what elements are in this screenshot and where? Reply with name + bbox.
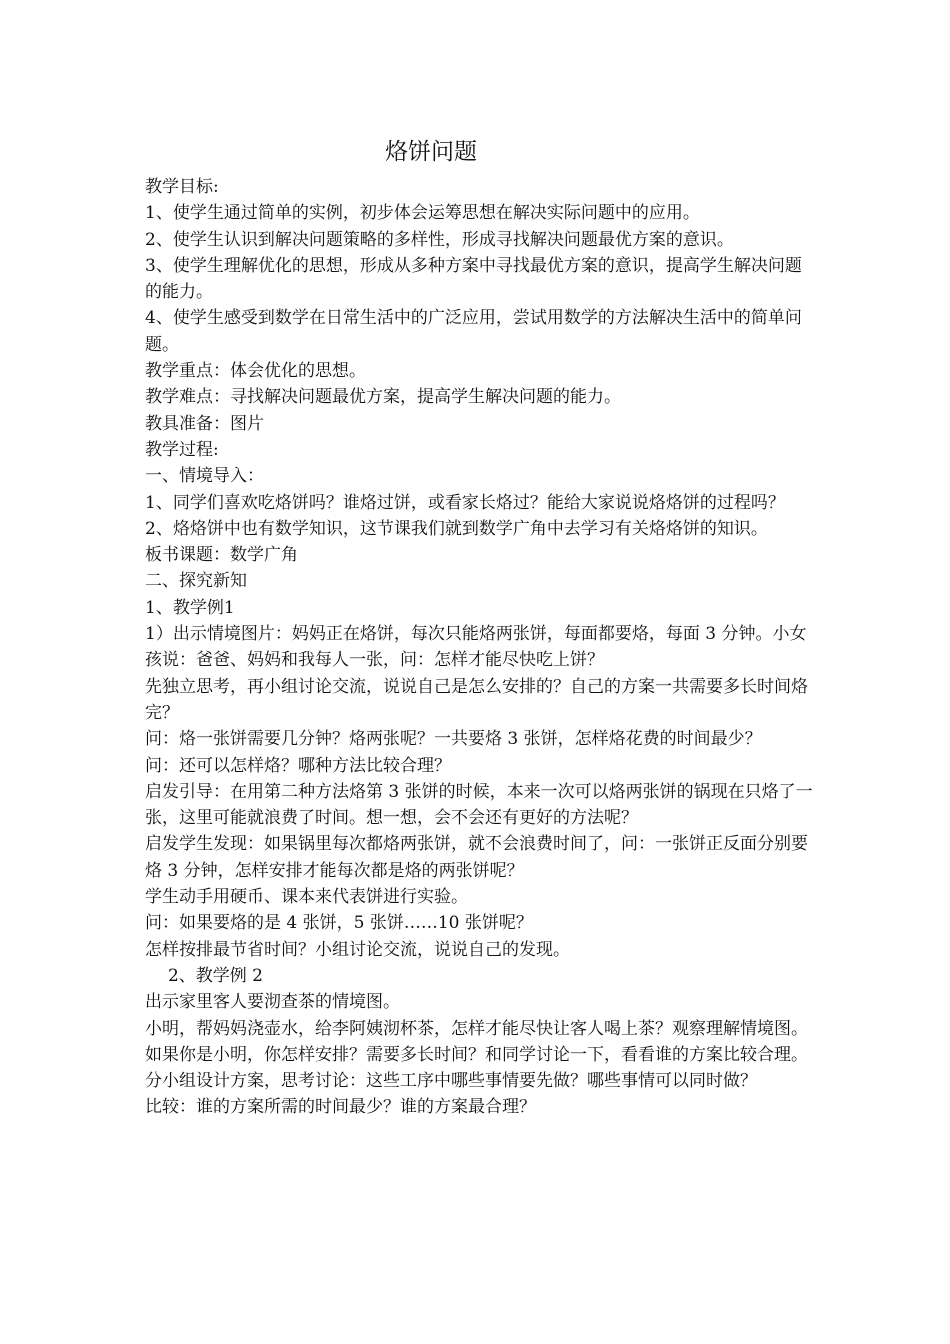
paragraph-group-design: 分小组设计方案，思考讨论：这些工序中哪些事情要先做？哪些事情可以同时做？ (145, 1071, 757, 1092)
paragraph-goal-3: 3、使学生理解优化的思想，形成从多种方案中寻找最优方案的意识，提高学生解决问题的能力。 (145, 255, 802, 303)
paragraph-guidance: 启发引导：在用第二种方法烙第 3 张饼的时候，本来一次可以烙两张饼的锅现在只烙了一张，这里可能就浪费了时间。想一想，会不会还有更好的方法呢？ (145, 781, 813, 829)
paragraph-question-method: 问：还可以怎样烙？哪种方法比较合理？ (145, 755, 451, 776)
paragraph-key-point: 教学重点：体会优化的思想。 (145, 361, 366, 382)
paragraph-section-2-heading: 二、探究新知 (145, 571, 247, 592)
paragraph-tea-scenario: 出示家里客人要沏查茶的情境图。 (145, 992, 400, 1013)
paragraph-goal-1: 1、使学生通过简单的实例，初步体会运筹思想在解决实际问题中的应用。 (145, 203, 700, 224)
paragraph-teaching-goals-heading: 教学目标: (145, 177, 219, 197)
paragraph-board-title: 板书课题：数学广角 (145, 545, 298, 566)
paragraph-example-2-heading: 2、教学例 2 (167, 965, 263, 986)
paragraph-difficulty: 教学难点：寻找解决问题最优方案，提高学生解决问题的能力。 (145, 387, 621, 408)
paragraph-intro-question-1: 1、同学们喜欢吃烙饼吗？谁烙过饼，或看家长烙过？能给大家说说烙烙饼的过程吗？ (145, 492, 785, 513)
paragraph-goal-4: 4、使学生感受到数学在日常生活中的广泛应用，尝试用数学的方法解决生活中的简单问题。 (145, 308, 802, 355)
paragraph-section-1-heading: 一、情境导入： (145, 466, 264, 487)
paragraph-experiment: 学生动手用硬币、课本来代表饼进行实验。 (145, 887, 468, 908)
paragraph-discovery: 启发学生发现：如果锅里每次都烙两张饼，就不会浪费时间了，问：一张饼正反面分别要烙 3 分钟，怎样安排才能每次都是烙的两张饼呢？ (145, 834, 808, 881)
paragraph-example-1-scenario: 1）出示情境图片：妈妈正在烙饼，每次只能烙两张饼，每面都要烙，每面 3 分钟。小女孩说：爸爸、妈妈和我每人一张，问：怎样才能尽快吃上饼？ (145, 624, 807, 671)
paragraph-plan-question: 如果你是小明，你怎样安排？需要多长时间？和同学讨论一下，看看谁的方案比较合理。 (145, 1044, 808, 1065)
paragraph-question-more: 问：如果要烙的是 4 张饼，5 张饼……10 张饼呢？ (145, 913, 533, 934)
paragraph-intro-question-2: 2、烙烙饼中也有数学知识，这节课我们就到数学广角中去学习有关烙烙饼的知识。 (145, 518, 768, 539)
paragraph-goal-2: 2、使学生认识到解决问题策略的多样性，形成寻找解决问题最优方案的意识。 (145, 229, 734, 250)
paragraph-materials: 教具准备：图片 (145, 413, 264, 434)
paragraph-example-1-heading: 1、教学例1 (145, 597, 235, 618)
document-body (145, 174, 813, 1121)
paragraph-arrangement: 怎样按排最节省时间？小组讨论交流，说说自己的发现。 (145, 939, 570, 960)
document-title: 烙饼问题 (385, 139, 477, 165)
paragraph-independent-thinking: 先独立思考，再小组讨论交流，说说自己是怎么安排的？自己的方案一共需要多长时间烙完？ (145, 676, 808, 723)
paragraph-process-heading: 教学过程: (145, 439, 219, 460)
paragraph-compare: 比较：谁的方案所需的时间最少？谁的方案最合理？ (145, 1097, 536, 1118)
paragraph-question-time: 问：烙一张饼需要几分钟？烙两张呢？一共要烙 3 张饼，怎样烙花费的时间最少？ (145, 729, 762, 750)
paragraph-xiaoming-task: 小明，帮妈妈浇壶水，给李阿姨沏杯茶，怎样才能尽快让客人喝上茶？观察理解情境图。 (145, 1018, 808, 1039)
